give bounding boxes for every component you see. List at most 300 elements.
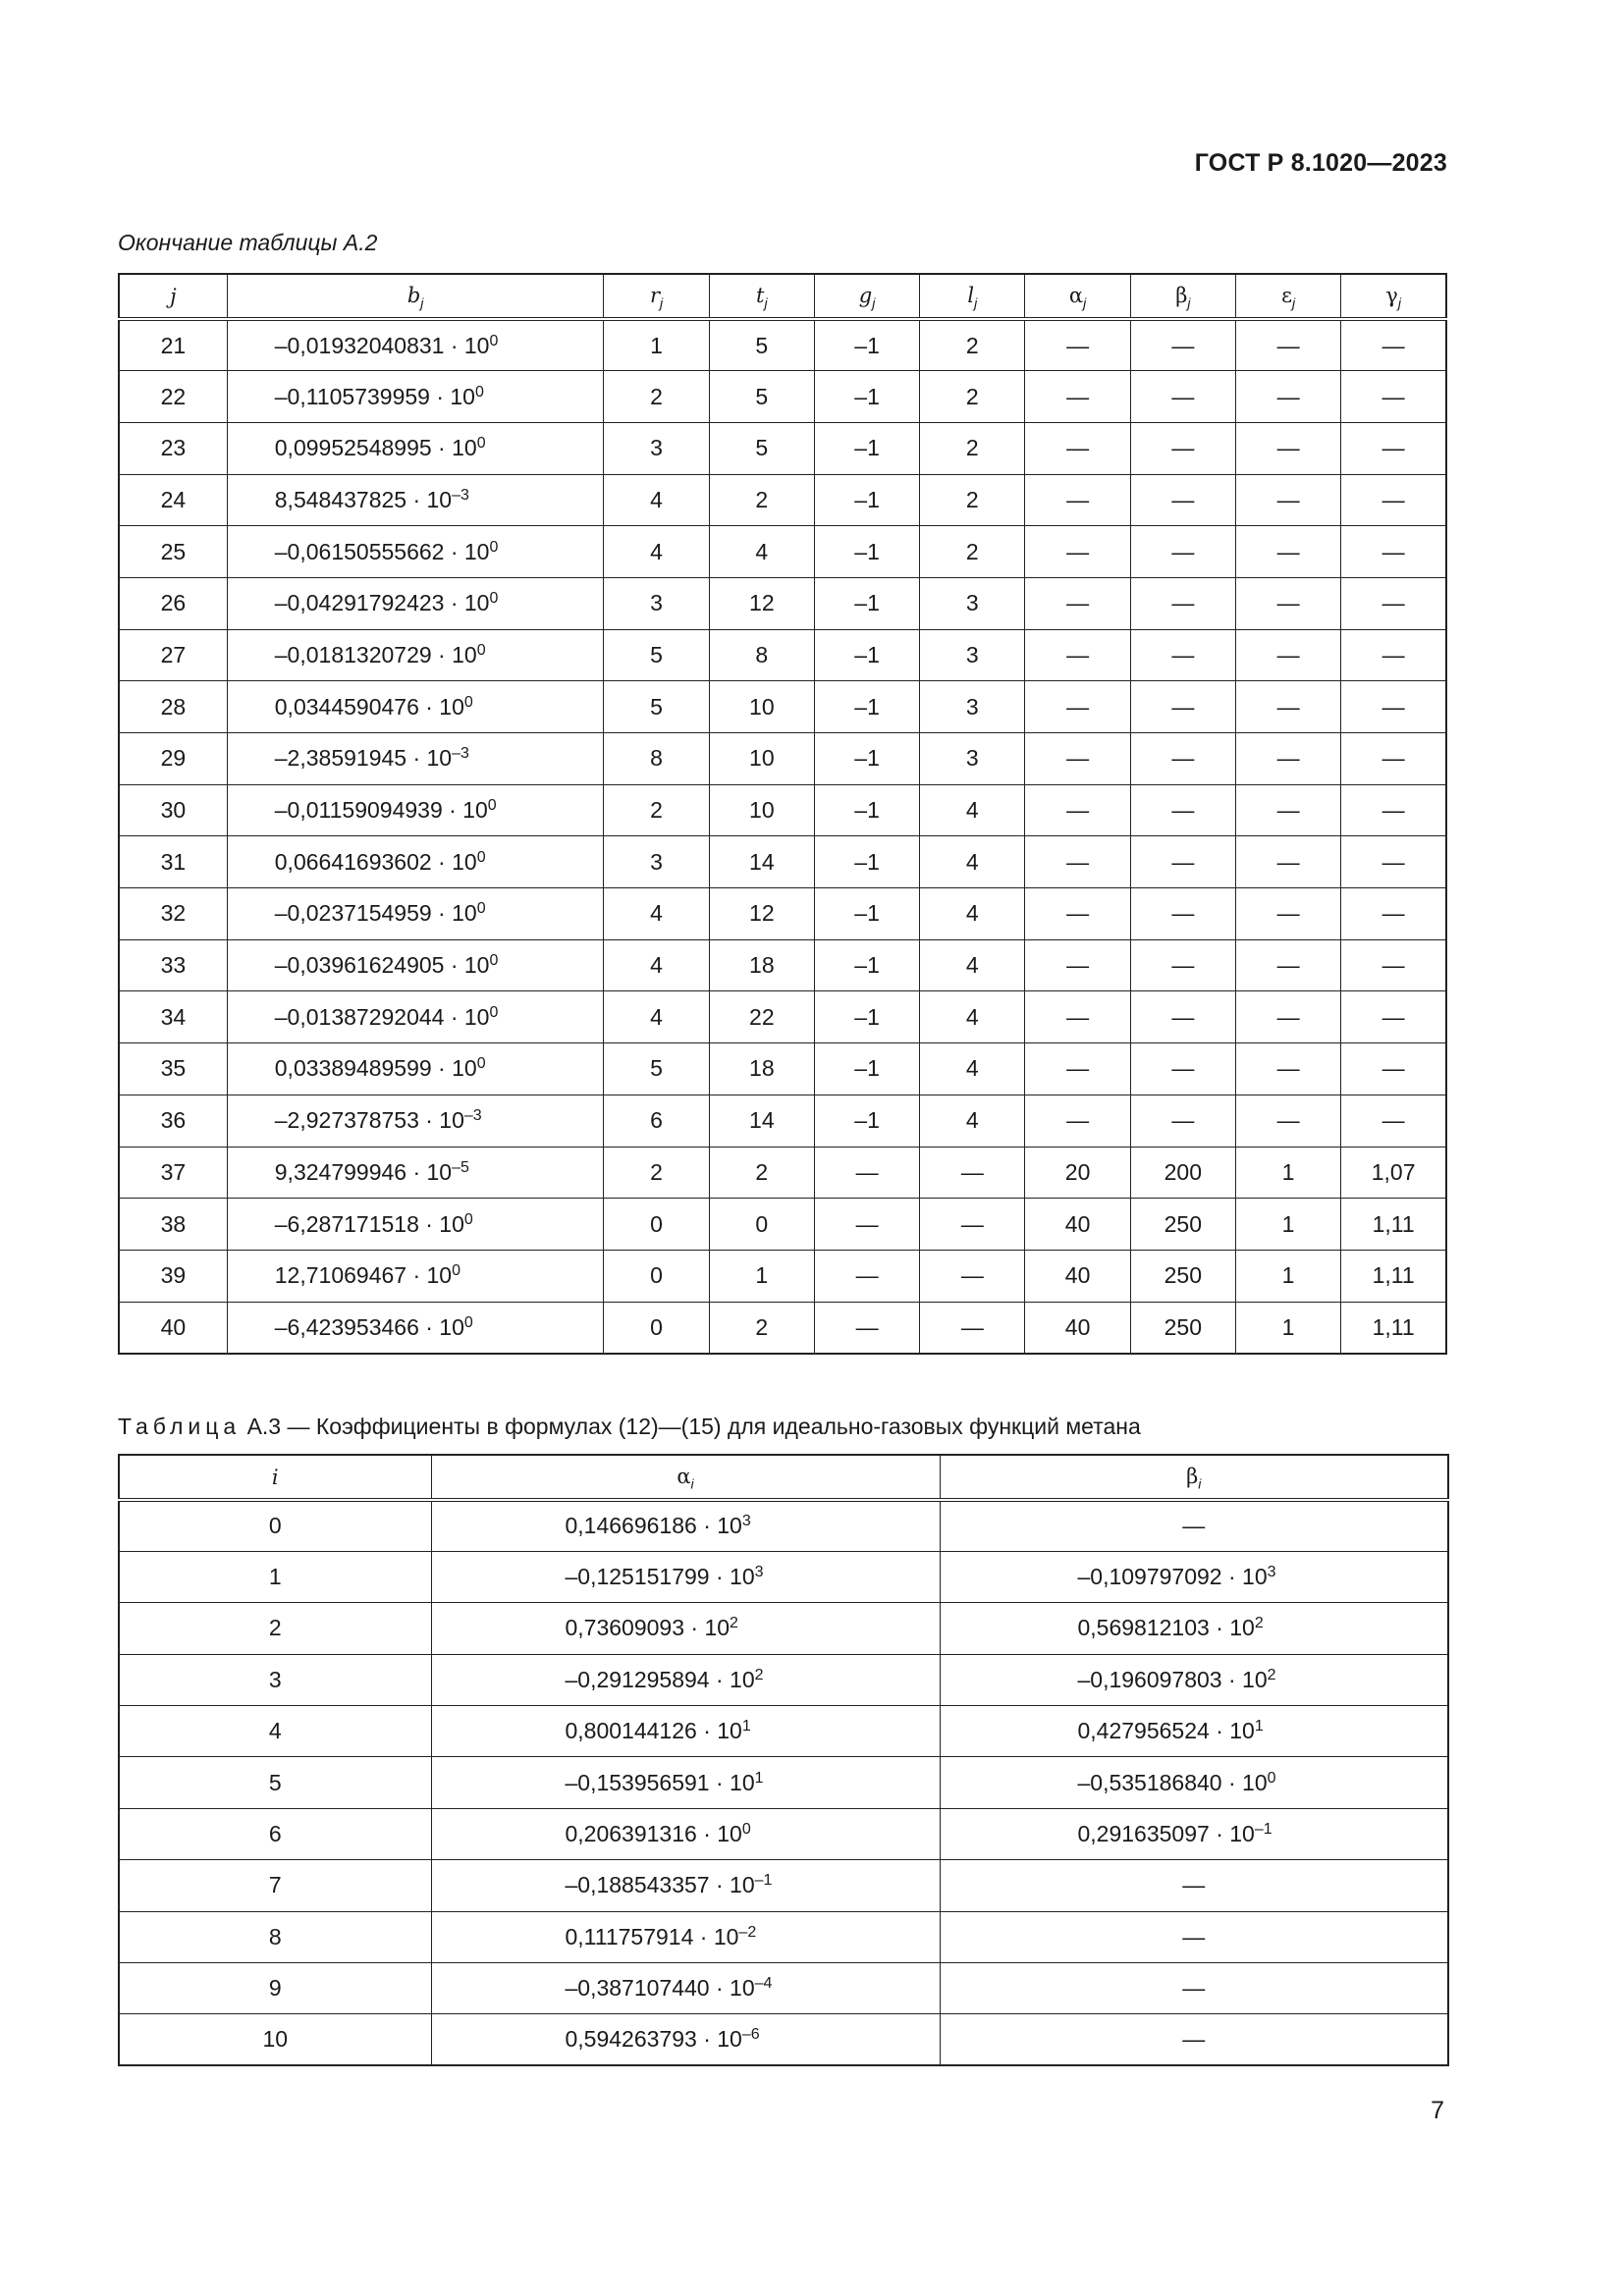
cell-alpha: — — [1025, 681, 1130, 733]
cell-b-mantissa: –0,1105739959 · 10 — [274, 383, 475, 409]
cell-b-exponent: 0 — [452, 1262, 460, 1280]
cell-alpha-exponent: 3 — [741, 1513, 751, 1530]
cell-b — [227, 681, 604, 733]
cell-i: 2 — [119, 1603, 431, 1654]
cell-j: 34 — [119, 991, 227, 1043]
cell-beta: — — [1130, 939, 1235, 991]
table-row — [119, 1199, 1446, 1251]
cell-alpha — [431, 1911, 940, 1962]
cell-b-mantissa: –0,01932040831 · 10 — [274, 332, 490, 358]
cell-beta: — — [1130, 1095, 1235, 1147]
cell-b-exponent: –3 — [452, 486, 469, 504]
cell-alpha-exponent: 1 — [741, 1718, 751, 1735]
cell-beta — [940, 1808, 1448, 1859]
cell-alpha: — — [1025, 371, 1130, 423]
cell-beta-mantissa: 0,427956524 · 10 — [1077, 1718, 1255, 1744]
document-code: ГОСТ Р 8.1020—2023 — [1194, 149, 1447, 177]
table-a2-header-symbol: b — [406, 283, 421, 307]
cell-i: 5 — [119, 1757, 431, 1808]
cell-b-mantissa: 0,0344590476 · 10 — [274, 693, 464, 720]
table-row — [119, 1654, 1448, 1705]
cell-t: 2 — [709, 1147, 814, 1199]
cell-b — [227, 577, 604, 629]
cell-l: 4 — [920, 784, 1025, 836]
cell-t: 12 — [709, 888, 814, 940]
cell-alpha: — — [1025, 888, 1130, 940]
cell-t: 18 — [709, 1043, 814, 1095]
cell-gamma: — — [1341, 319, 1446, 371]
cell-gamma: — — [1341, 1095, 1446, 1147]
table-a2-header-subscript: j — [764, 294, 768, 311]
table-row — [119, 422, 1446, 474]
cell-alpha-exponent: 1 — [754, 1769, 764, 1787]
cell-r: 4 — [604, 888, 709, 940]
cell-beta-exponent: 1 — [1254, 1718, 1264, 1735]
cell-alpha: 20 — [1025, 1147, 1130, 1199]
cell-b-exponent: 0 — [463, 693, 473, 711]
cell-t: 14 — [709, 1095, 814, 1147]
page-number: 7 — [1431, 2097, 1444, 2124]
cell-gamma: — — [1341, 1043, 1446, 1095]
cell-beta — [940, 1860, 1448, 1911]
cell-l: 2 — [920, 526, 1025, 578]
cell-l: 4 — [920, 888, 1025, 940]
cell-b-exponent: 0 — [474, 383, 484, 400]
cell-epsilon: — — [1235, 319, 1340, 371]
cell-r: 0 — [604, 1302, 709, 1354]
table-row — [119, 629, 1446, 681]
cell-b-mantissa: –0,0237154959 · 10 — [274, 900, 477, 927]
table-row — [119, 1706, 1448, 1757]
cell-i: 9 — [119, 1963, 431, 2014]
table-a2-header-subscript: j — [1083, 294, 1087, 311]
cell-gamma: — — [1341, 474, 1446, 526]
cell-beta: 200 — [1130, 1147, 1235, 1199]
cell-beta-exponent: 0 — [1267, 1769, 1276, 1787]
table-a3-header-symbol: i — [271, 1466, 279, 1489]
cell-beta — [940, 1603, 1448, 1654]
cell-alpha — [431, 1860, 940, 1911]
cell-t: 5 — [709, 319, 814, 371]
cell-g: –1 — [814, 681, 919, 733]
cell-l: 4 — [920, 836, 1025, 888]
cell-r: 3 — [604, 836, 709, 888]
cell-alpha: 40 — [1025, 1199, 1130, 1251]
cell-j: 36 — [119, 1095, 227, 1147]
table-a2-header-subscript: j — [974, 294, 978, 311]
table-a3-header-symbol: β — [1186, 1464, 1199, 1488]
cell-g: –1 — [814, 784, 919, 836]
cell-beta: 250 — [1130, 1250, 1235, 1302]
cell-t: 10 — [709, 784, 814, 836]
cell-g: –1 — [814, 991, 919, 1043]
cell-beta: — — [1130, 836, 1235, 888]
cell-g: –1 — [814, 577, 919, 629]
cell-t: 5 — [709, 371, 814, 423]
cell-j: 33 — [119, 939, 227, 991]
cell-l: 4 — [920, 1095, 1025, 1147]
table-row — [119, 784, 1446, 836]
table-a2-header-symbol: α — [1068, 283, 1084, 307]
cell-epsilon: — — [1235, 474, 1340, 526]
cell-epsilon: — — [1235, 371, 1340, 423]
cell-b — [227, 991, 604, 1043]
cell-gamma: 1,07 — [1341, 1147, 1446, 1199]
cell-t: 4 — [709, 526, 814, 578]
cell-beta-mantissa: — — [1182, 1923, 1206, 1949]
table-a2-header-subscript: j — [420, 294, 424, 311]
table-row — [119, 526, 1446, 578]
cell-b-mantissa: 0,03389489599 · 10 — [274, 1055, 477, 1082]
cell-i: 0 — [119, 1500, 431, 1551]
table-a2-header-0 — [119, 274, 227, 319]
cell-b-mantissa: 9,324799946 · 10 — [274, 1158, 453, 1185]
cell-l: 3 — [920, 733, 1025, 785]
cell-gamma: — — [1341, 888, 1446, 940]
cell-b — [227, 784, 604, 836]
cell-b-mantissa: –0,0181320729 · 10 — [274, 641, 477, 667]
cell-beta-mantissa: –0,109797092 · 10 — [1077, 1564, 1268, 1590]
table-a3-header-subscript: i — [690, 1475, 694, 1492]
cell-beta: — — [1130, 888, 1235, 940]
cell-i: 6 — [119, 1808, 431, 1859]
cell-beta: 250 — [1130, 1302, 1235, 1354]
cell-b — [227, 888, 604, 940]
table-row — [119, 1808, 1448, 1859]
cell-b — [227, 371, 604, 423]
cell-beta: — — [1130, 577, 1235, 629]
cell-alpha-exponent: 2 — [730, 1615, 738, 1632]
cell-i: 7 — [119, 1860, 431, 1911]
cell-alpha: — — [1025, 836, 1130, 888]
cell-j: 27 — [119, 629, 227, 681]
table-row — [119, 371, 1446, 423]
cell-epsilon: — — [1235, 991, 1340, 1043]
cell-j: 37 — [119, 1147, 227, 1199]
table-a2-header-1 — [227, 274, 604, 319]
cell-r: 3 — [604, 422, 709, 474]
table-a2-header-8 — [1235, 274, 1340, 319]
table-a2-header-symbol: j — [170, 285, 177, 308]
cell-b — [227, 474, 604, 526]
cell-i: 10 — [119, 2014, 431, 2065]
cell-g: — — [814, 1199, 919, 1251]
cell-j: 40 — [119, 1302, 227, 1354]
table-row — [119, 1757, 1448, 1808]
cell-gamma: — — [1341, 991, 1446, 1043]
cell-alpha: — — [1025, 1043, 1130, 1095]
cell-gamma: — — [1341, 526, 1446, 578]
cell-alpha — [431, 1551, 940, 1602]
cell-beta-mantissa: –0,196097803 · 10 — [1077, 1666, 1268, 1692]
table-a2-header-symbol: β — [1175, 283, 1188, 307]
cell-j: 39 — [119, 1250, 227, 1302]
cell-g: –1 — [814, 1043, 919, 1095]
cell-alpha: — — [1025, 733, 1130, 785]
cell-beta-mantissa: — — [1182, 1513, 1206, 1539]
cell-r: 8 — [604, 733, 709, 785]
cell-alpha — [431, 1963, 940, 2014]
table-row — [119, 939, 1446, 991]
table-a2-caption: Окончание таблицы А.2 — [118, 230, 378, 255]
cell-j: 21 — [119, 319, 227, 371]
cell-g: –1 — [814, 474, 919, 526]
cell-r: 4 — [604, 474, 709, 526]
cell-r: 4 — [604, 991, 709, 1043]
cell-epsilon: — — [1235, 733, 1340, 785]
cell-epsilon: — — [1235, 939, 1340, 991]
cell-l: 2 — [920, 422, 1025, 474]
cell-alpha: — — [1025, 629, 1130, 681]
cell-alpha-exponent: –2 — [738, 1923, 757, 1941]
cell-b-mantissa: 12,71069467 · 10 — [274, 1262, 453, 1289]
cell-t: 10 — [709, 681, 814, 733]
table-row — [119, 1095, 1446, 1147]
cell-r: 4 — [604, 939, 709, 991]
table-row — [119, 577, 1446, 629]
table-row — [119, 1963, 1448, 2014]
cell-r: 5 — [604, 629, 709, 681]
cell-beta — [940, 1551, 1448, 1602]
cell-t: 8 — [709, 629, 814, 681]
cell-b-exponent: –3 — [463, 1107, 482, 1125]
cell-alpha: — — [1025, 784, 1130, 836]
cell-b-exponent: –3 — [452, 745, 469, 763]
cell-gamma: — — [1341, 681, 1446, 733]
cell-epsilon: 1 — [1235, 1147, 1340, 1199]
cell-beta: — — [1130, 629, 1235, 681]
cell-alpha-mantissa: –0,387107440 · 10 — [565, 1975, 755, 2002]
cell-g: –1 — [814, 888, 919, 940]
cell-b-mantissa: 0,09952548995 · 10 — [274, 435, 477, 461]
cell-beta-mantissa: 0,569812103 · 10 — [1077, 1615, 1255, 1641]
cell-b-mantissa: –2,38591945 · 10 — [274, 745, 453, 772]
cell-epsilon: 1 — [1235, 1302, 1340, 1354]
cell-j: 28 — [119, 681, 227, 733]
cell-b — [227, 526, 604, 578]
cell-r: 6 — [604, 1095, 709, 1147]
cell-beta: — — [1130, 319, 1235, 371]
cell-epsilon: — — [1235, 888, 1340, 940]
cell-epsilon: — — [1235, 681, 1340, 733]
cell-l: — — [920, 1199, 1025, 1251]
cell-beta: — — [1130, 526, 1235, 578]
table-a2-header-3 — [709, 274, 814, 319]
cell-beta: — — [1130, 991, 1235, 1043]
cell-gamma: — — [1341, 733, 1446, 785]
table-a2-header-subscript: j — [872, 294, 876, 311]
cell-gamma: 1,11 — [1341, 1250, 1446, 1302]
cell-r: 2 — [604, 371, 709, 423]
cell-beta-mantissa: — — [1182, 1975, 1206, 2002]
cell-alpha — [431, 1706, 940, 1757]
cell-r: 0 — [604, 1199, 709, 1251]
cell-beta-mantissa: 0,291635097 · 10 — [1077, 1821, 1255, 1847]
cell-epsilon: — — [1235, 1095, 1340, 1147]
cell-t: 18 — [709, 939, 814, 991]
cell-j: 32 — [119, 888, 227, 940]
cell-t: 0 — [709, 1199, 814, 1251]
cell-epsilon: — — [1235, 422, 1340, 474]
cell-t: 22 — [709, 991, 814, 1043]
cell-j: 25 — [119, 526, 227, 578]
cell-alpha — [431, 1603, 940, 1654]
cell-epsilon: — — [1235, 1043, 1340, 1095]
cell-b-exponent: 0 — [463, 1210, 473, 1228]
cell-beta: — — [1130, 1043, 1235, 1095]
cell-b-mantissa: –6,287171518 · 10 — [274, 1210, 464, 1237]
cell-b-exponent: 0 — [476, 641, 486, 659]
cell-b-exponent: 0 — [476, 1055, 486, 1073]
cell-b-exponent: 0 — [489, 332, 499, 349]
table-row — [119, 888, 1446, 940]
cell-i: 8 — [119, 1911, 431, 1962]
table-a2-header-subscript: j — [1397, 294, 1401, 311]
cell-r: 1 — [604, 319, 709, 371]
table-a2-header-6 — [1025, 274, 1130, 319]
cell-gamma: — — [1341, 577, 1446, 629]
cell-j: 31 — [119, 836, 227, 888]
table-a2-header-symbol: g — [858, 283, 873, 307]
table-a3-header-row — [119, 1455, 1448, 1500]
cell-b — [227, 1147, 604, 1199]
cell-beta: — — [1130, 733, 1235, 785]
cell-b-mantissa: –0,03961624905 · 10 — [274, 952, 490, 979]
table-a2-header-subscript: j — [660, 294, 664, 311]
cell-alpha-mantissa: 0,146696186 · 10 — [565, 1513, 742, 1539]
cell-alpha-exponent: –1 — [754, 1872, 773, 1890]
table-row — [119, 1500, 1448, 1551]
cell-b-exponent: 0 — [489, 1003, 499, 1021]
cell-alpha-mantissa: 0,111757914 · 10 — [565, 1923, 739, 1949]
cell-alpha-mantissa: –0,188543357 · 10 — [565, 1872, 755, 1898]
cell-b-exponent: 0 — [489, 952, 499, 970]
cell-l: — — [920, 1250, 1025, 1302]
cell-epsilon: — — [1235, 577, 1340, 629]
cell-alpha: — — [1025, 991, 1130, 1043]
cell-alpha: — — [1025, 577, 1130, 629]
cell-b-exponent: 0 — [476, 848, 486, 866]
cell-epsilon: — — [1235, 526, 1340, 578]
cell-t: 5 — [709, 422, 814, 474]
cell-alpha-exponent: –4 — [754, 1975, 773, 1993]
cell-epsilon: — — [1235, 629, 1340, 681]
cell-g: –1 — [814, 1095, 919, 1147]
table-row — [119, 733, 1446, 785]
cell-alpha-exponent: 2 — [754, 1666, 764, 1683]
table-a2-header-9 — [1341, 274, 1446, 319]
cell-b — [227, 1250, 604, 1302]
cell-j: 29 — [119, 733, 227, 785]
cell-b-mantissa: –0,06150555662 · 10 — [274, 538, 490, 564]
cell-beta: — — [1130, 371, 1235, 423]
cell-j: 23 — [119, 422, 227, 474]
cell-gamma: — — [1341, 939, 1446, 991]
cell-beta: — — [1130, 681, 1235, 733]
cell-b-mantissa: –6,423953466 · 10 — [274, 1313, 464, 1340]
cell-b — [227, 1095, 604, 1147]
cell-epsilon: — — [1235, 836, 1340, 888]
table-a2-header-symbol: r — [649, 283, 661, 307]
cell-beta: — — [1130, 422, 1235, 474]
cell-l: 2 — [920, 319, 1025, 371]
table-a2-header-subscript: j — [1291, 294, 1296, 311]
cell-beta — [940, 1654, 1448, 1705]
cell-beta-exponent: 2 — [1267, 1666, 1276, 1683]
cell-alpha-mantissa: 0,800144126 · 10 — [565, 1718, 742, 1744]
cell-b — [227, 1302, 604, 1354]
cell-beta: 250 — [1130, 1199, 1235, 1251]
cell-epsilon: 1 — [1235, 1199, 1340, 1251]
cell-r: 2 — [604, 784, 709, 836]
cell-b-exponent: 0 — [487, 797, 497, 815]
cell-b-exponent: 0 — [489, 538, 499, 556]
table-row — [119, 1302, 1446, 1354]
table-row — [119, 1911, 1448, 1962]
table-row — [119, 2014, 1448, 2065]
cell-b-mantissa: 8,548437825 · 10 — [274, 486, 453, 512]
cell-gamma: 1,11 — [1341, 1302, 1446, 1354]
cell-t: 2 — [709, 474, 814, 526]
table-a2-header-symbol: t — [756, 283, 765, 307]
cell-alpha-mantissa: 0,594263793 · 10 — [565, 2026, 742, 2053]
cell-t: 1 — [709, 1250, 814, 1302]
cell-g: — — [814, 1250, 919, 1302]
table-row — [119, 1603, 1448, 1654]
cell-b — [227, 422, 604, 474]
cell-alpha — [431, 1808, 940, 1859]
cell-alpha-exponent: 3 — [754, 1564, 764, 1581]
cell-t: 12 — [709, 577, 814, 629]
cell-beta-mantissa: — — [1182, 1872, 1206, 1898]
cell-i: 1 — [119, 1551, 431, 1602]
cell-j: 26 — [119, 577, 227, 629]
table-a3-caption-text: А.3 — Коэффициенты в формулах (12)—(15) для идеально-газовых функций метана — [246, 1414, 1141, 1439]
cell-g: –1 — [814, 422, 919, 474]
cell-b — [227, 1043, 604, 1095]
cell-b-mantissa: 0,06641693602 · 10 — [274, 848, 477, 875]
cell-l: 3 — [920, 629, 1025, 681]
cell-beta-exponent: –1 — [1254, 1821, 1272, 1839]
table-row — [119, 836, 1446, 888]
table-a3 — [118, 1454, 1449, 2066]
cell-i: 4 — [119, 1706, 431, 1757]
table-a2-header-symbol: l — [967, 283, 975, 307]
table-row — [119, 991, 1446, 1043]
cell-b-exponent: –5 — [452, 1158, 469, 1176]
table-row — [119, 1250, 1446, 1302]
cell-i: 3 — [119, 1654, 431, 1705]
cell-b-mantissa: –0,01387292044 · 10 — [274, 1003, 490, 1030]
cell-alpha — [431, 1654, 940, 1705]
table-row — [119, 1551, 1448, 1602]
table-a3-header-symbol: α — [677, 1464, 691, 1488]
table-a2-header-2 — [604, 274, 709, 319]
cell-gamma: — — [1341, 784, 1446, 836]
cell-alpha-mantissa: –0,291295894 · 10 — [565, 1666, 755, 1692]
cell-alpha — [431, 2014, 940, 2065]
cell-alpha-mantissa: 0,206391316 · 10 — [565, 1821, 742, 1847]
cell-alpha: 40 — [1025, 1302, 1130, 1354]
table-a2-header-4 — [814, 274, 919, 319]
cell-alpha: 40 — [1025, 1250, 1130, 1302]
cell-g: –1 — [814, 319, 919, 371]
cell-l: 4 — [920, 991, 1025, 1043]
cell-alpha: — — [1025, 526, 1130, 578]
table-a2-header-symbol: γ — [1385, 283, 1398, 307]
cell-g: –1 — [814, 526, 919, 578]
table-a2-header-7 — [1130, 274, 1235, 319]
